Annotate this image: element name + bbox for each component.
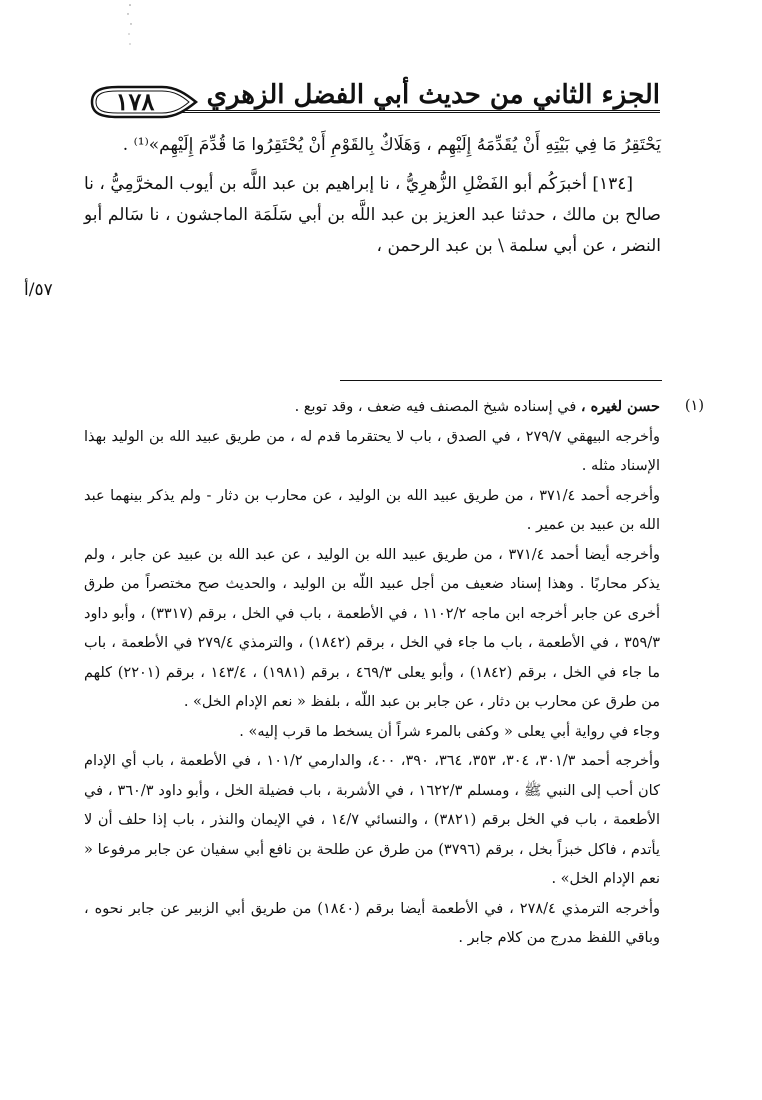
footnote-number: (١) [684,398,704,414]
footnote-line: وأخرجه أحمد ٣٧١/٤ ، من طريق عبيد الله بن الوليد ، عن محارب بن دثار - ولم يذكر بينهما عبد الله بن عبيد بن عمير . [84,487,660,533]
main-text [84,130,661,262]
hadith-text: أخبرَكُم أبو الفَضْلِ الزُّهرِيُّ ، نا إبراهيم بن عبد اللَّه بن أيوب المخرَّمِيُّ ، نا صالح بن مالك ، حدثنا عبد العزيز بن عبد اللَّه بن أبي سَلَمَة الماجشون ، نا سَالم أبو النضر ، عن أبي سلمة \ بن عبد الرحمن ، [84,174,661,256]
footnote-body [84,392,660,954]
manuscript-folio-note: ٥٧/أ [24,280,53,300]
hadith-continuation: يَحْتَقِرُ مَا فِي بَيْتِهِ أَنْ يُقَدِّمَهُ إِلَيْهِم ، وَهَلَاكٌ بِالقَوْمِ أَنْ يُحْتَقِرُوا مَا قُدِّمَ إِلَيْهِم»⁽¹⁾ . [122,135,661,155]
footnote-line: وأخرجه أحمد ٣٠١/٣، ٣٠٤، ٣٥٣، ٣٦٤، ٣٩٠، ٤٠٠، والدارمي ١٠١/٢ ، في الأطعمة ، باب أي الإدام كان أحب إلى النبي ﷺ ، ومسلم ١٦٢٢/٣ ، في الأشربة ، باب فضيلة الخل ، وأبو داود ٣٦٠/٣ ، في الأطعمة ، باب في الخل برقم (٣٨٢١) ، والنسائي ١٤/٧ ، في الإيمان والنذر ، باب إذا حلف أن لا يأتدم ، فاكل خبزاً بخل ، برقم (٣٧٩٦) من طرق عن طلحة بن نافع أبي سفيان عن جابر مرفوعا « نعم الإدام الخل» . [84,753,661,887]
footnote-line: وأخرجه أيضا أحمد ٣٧١/٤ ، من طريق عبيد الله بن الوليد ، عن عبد الله بن عبيد عن جابر ، ولم يذكر محاربًا . وهذا إسناد ضعيف من أجل عبيد اللّه بن الوليد ، والحديث صح مختصراً من طرق أخرى عن جابر أخرجه ابن ماجه ١١٠٢/٢ ، في الأطعمة ، باب في الخل ، برقم (٣٣١٧) ، وأبو داود ٣٥٩/٣ ، في الأطعمة ، باب ما جاء في الخل ، برقم (١٨٤٢) ، والترمذي ٢٧٩/٤ في الأطعمة ، باب ما جاء في الخل ، برقم (١٨٤٢) ، وأبو يعلى ٤٦٩/٣ ، برقم (١٩٨١) ، ١٤٣/٤ ، برقم (٢٢٠١) كلهم من طرق عن محارب بن دثار ، عن جابر بن عبد اللّه ، بلفظ « نعم الإدام الخل» . [84,546,661,710]
footnote-line: وأخرجه الترمذي ٢٧٨/٤ ، في الأطعمة أيضا برقم (١٨٤٠) من طريق أبي الزبير عن جابر نحوه ، وباقي اللفظ مدرج من كلام جابر . [84,900,660,946]
hadith-number: [١٣٤] [592,174,633,194]
footnote-grade: حسن لغيره ، [580,398,660,415]
header-rule [148,110,660,113]
page-number-badge [88,84,198,120]
footnote-text: في إسناده شيخ المصنف فيه ضعف ، وقد توبع . [294,399,577,415]
footnote-line [84,392,660,423]
page-number: ١٧٨ [115,87,155,116]
footnote-line: وجاء في رواية أبي يعلى « وكفى بالمرء شراً أن يسخط ما قرب إليه» . [239,723,660,740]
hadith-134 [84,169,661,262]
page-header-title: الجزء الثاني من حديث أبي الفضل الزهري [206,80,660,110]
scan-speckle-marks [120,0,140,70]
page-header [88,74,660,120]
footnote-line: وأخرجه البيهقي ٢٧٩/٧ ، في الصدق ، باب لا يحتقرما قدم له ، من طريق عبيد الله بن الوليد بهذا الإسناد مثله . [84,428,660,474]
footnotes [84,392,704,954]
footnote-separator [340,380,662,381]
